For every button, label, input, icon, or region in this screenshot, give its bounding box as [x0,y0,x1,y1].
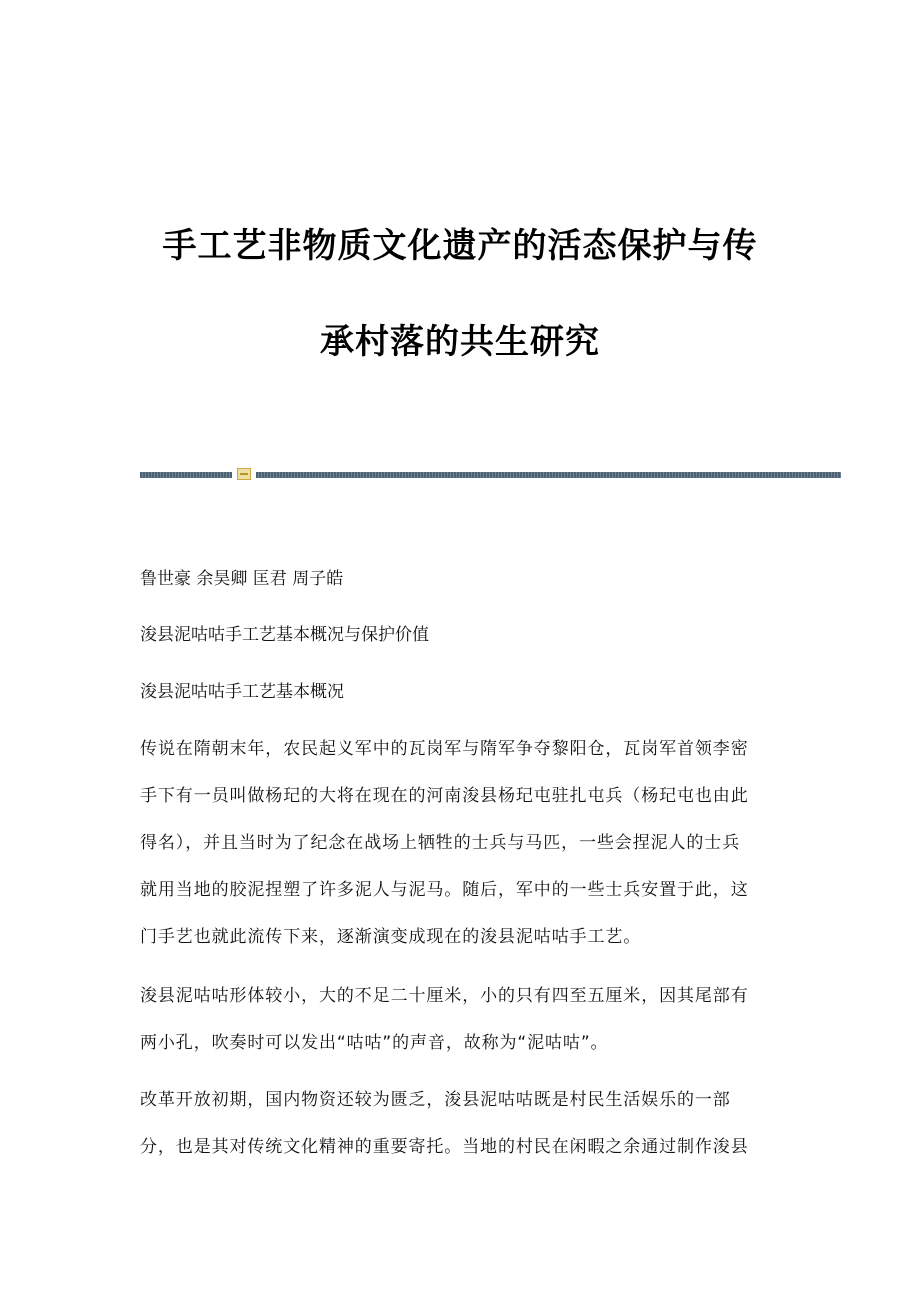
divider-bar-left [140,472,232,478]
paragraph-3-line-1: 改革开放初期，国内物资还较为匮乏，浚县泥咕咕既是村民生活娱乐的一部 [140,1090,731,1110]
authors: 鲁世豪 余昊卿 匡君 周子皓 [140,569,344,589]
title-divider [140,468,841,482]
section-heading: 浚县泥咕咕手工艺基本概况与保护价值 [140,625,429,645]
divider-ornament-icon [237,468,251,480]
paragraph-2-line-1: 浚县泥咕咕形体较小，大的不足二十厘米，小的只有四至五厘米，因其尾部有 [140,986,749,1006]
paragraph-1-line-2: 手下有一员叫做杨玘的大将在现在的河南浚县杨玘屯驻扎屯兵（杨玘屯也由此 [140,786,749,806]
paragraph-2-line-2: 两小孔，吹奏时可以发出“咕咕”的声音，故称为“泥咕咕”。 [140,1033,609,1053]
paragraph-1-line-5: 门手艺也就此流传下来，逐渐演变成现在的浚县泥咕咕手工艺。 [140,927,642,947]
divider-bar-right [256,472,841,478]
paragraph-1-line-4: 就用当地的胶泥捏塑了许多泥人与泥马。随后，军中的一些士兵安置于此，这 [140,880,749,900]
document-title-line-2: 承村落的共生研究 [320,322,600,362]
paragraph-1-line-3: 得名），并且当时为了纪念在战场上牺牲的士兵与马匹，一些会捏泥人的士兵 [140,833,741,853]
paragraph-1-line-1: 传说在隋朝末年，农民起义军中的瓦岗军与隋军争夺黎阳仓，瓦岗军首领李密 [140,739,749,759]
paragraph-3-line-2: 分，也是其对传统文化精神的重要寄托。当地的村民在闲暇之余通过制作浚县 [140,1137,749,1157]
subsection-heading: 浚县泥咕咕手工艺基本概况 [140,682,344,702]
document-title-line-1: 手工艺非物质文化遗产的活态保护与传 [162,226,758,266]
